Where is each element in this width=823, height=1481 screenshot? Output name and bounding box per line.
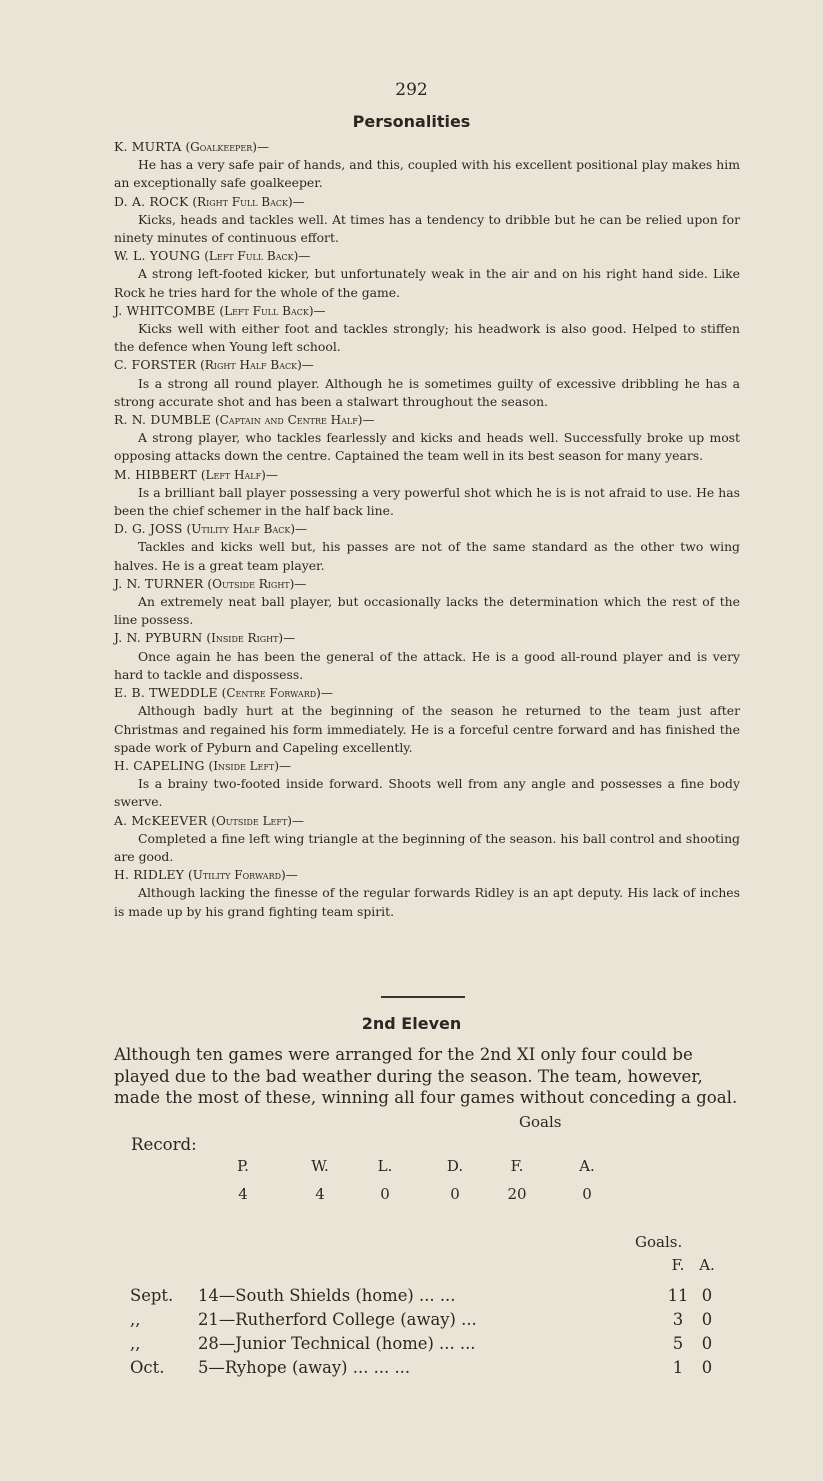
player-name: H. RIDLEY <box>114 867 185 883</box>
player-name: M. HIBBERT <box>114 466 197 482</box>
player-position: (Right Full Back)— <box>192 194 305 209</box>
player-position: (Captain and Centre Half)— <box>214 413 375 428</box>
player-entry <box>114 757 740 812</box>
player-position: (Right Half Back)— <box>200 358 314 373</box>
player-name: W. L. YOUNG <box>114 248 201 264</box>
fixture-description: 5—Ryhope (away) ... ... ... <box>198 1358 411 1377</box>
player-description: Is a strong all round player. Although he is sometimes guilty of excessive dribbling he has a strong accurate shot and has been a stalwart throughout the season. <box>114 375 740 409</box>
fixture-goals-for: 3 <box>672 1310 684 1329</box>
player-list <box>114 138 740 921</box>
player-position: (Inside Left)— <box>208 758 292 773</box>
player-entry <box>114 866 740 921</box>
fixture-row <box>130 1310 720 1334</box>
record-header-for: F. <box>510 1157 524 1175</box>
player-description: Kicks, heads and tackles well. At times has a tendency to dribble but he can be relied upon for ninety minutes of continuous effort. <box>114 211 740 246</box>
page-number: 292 <box>395 80 428 100</box>
player-description: Is a brainy two-footed inside forward. Shoots well from any angle and possesses a fine body swerve. <box>114 776 740 810</box>
player-name: J. WHITCOMBE <box>114 302 216 318</box>
player-position: (Outside Left)— <box>211 813 304 828</box>
fixtures-header-for: F. <box>671 1256 685 1274</box>
player-entry <box>114 193 740 248</box>
fixture-row <box>130 1334 720 1358</box>
section-divider <box>381 996 465 998</box>
fixture-goals-against: 0 <box>701 1358 713 1377</box>
player-entry <box>114 629 740 684</box>
fixture-month: Sept. <box>130 1286 174 1305</box>
player-name: J. N. PYBURN <box>114 630 203 646</box>
player-name: K. MURTA <box>114 139 182 154</box>
player-description: An extremely neat ball player, but occasionally lacks the determination which the rest of the line possess. <box>114 594 740 628</box>
player-position: (Inside Right)— <box>206 631 296 646</box>
fixture-description: 14—South Shields (home) ... ... <box>198 1286 456 1305</box>
record-header-won: W. <box>311 1157 329 1175</box>
player-position: (Outside Right)— <box>207 576 307 591</box>
player-description: Once again he has been the general of the attack. He is a good all-round player and is very hard to tackle and dispossess. <box>114 648 740 682</box>
intro-paragraph: Although ten games were arranged for the 2nd XI only four could be played due to the bad weather during the season. The team, however, made the most of these, winning all four games without conceding a goal. <box>114 1045 738 1107</box>
section-title-2nd-eleven: 2nd Eleven <box>361 1014 462 1033</box>
player-name: D. A. ROCK <box>114 193 189 209</box>
player-entry <box>114 302 740 357</box>
player-name: R. N. DUMBLE <box>114 412 211 428</box>
record-label: Record: <box>131 1135 197 1154</box>
player-description: Is a brilliant ball player possessing a very powerful shot which he is is not afraid to use. He has been the chief schemer in the half back line. <box>114 484 740 519</box>
fixture-row <box>130 1286 720 1310</box>
record-value-drawn: 0 <box>450 1185 460 1203</box>
fixture-month: Oct. <box>130 1358 165 1377</box>
fixture-goals-against: 0 <box>701 1334 713 1353</box>
fixture-goals-against: 0 <box>701 1286 713 1305</box>
record-header-lost: L. <box>377 1157 393 1175</box>
record-header-against: A. <box>579 1157 595 1175</box>
player-description: Although lacking the finesse of the regular forwards Ridley is an apt deputy. His lack of inches is made up by his grand fighting team spirit. <box>114 885 740 919</box>
record-header-drawn: D. <box>446 1157 464 1175</box>
player-description: He has a very safe pair of hands, and this, coupled with his excellent positional play makes him an exceptionally safe goalkeeper. <box>114 157 740 191</box>
player-name: H. CAPELING <box>114 757 205 773</box>
record-value-against: 0 <box>582 1185 592 1203</box>
player-position: (Goalkeeper)— <box>185 140 269 154</box>
player-entry <box>114 520 740 575</box>
player-entry <box>114 466 740 521</box>
player-description: A strong player, who tackles fearlessly and kicks and heads well. Successfully broke up most opposing attacks down the centre. Captained the team well in its best season for many years. <box>114 430 740 464</box>
player-description: Tackles and kicks well but, his passes are not of the same standard as the other two wing halves. He is a great team player. <box>114 539 740 573</box>
player-name: E. B. TWEDDLE <box>114 685 218 701</box>
player-entry <box>114 247 740 302</box>
player-entry <box>114 138 740 193</box>
player-description: A strong left-footed kicker, but unfortunately weak in the air and on his right hand side. Like Rock he tries hard for the whole of the game. <box>114 266 740 300</box>
player-description: Although badly hurt at the beginning of the season he returned to the team just after Christmas and regained his form immediately. He is a forceful centre forward and has finished the spade work of Pyburn and Capeling excellently. <box>114 703 740 755</box>
fixture-month: ,, <box>130 1310 141 1329</box>
record-header-played: P. <box>237 1157 249 1175</box>
player-position: (Centre Forward)— <box>221 686 333 701</box>
section-title-personalities: Personalities <box>352 112 471 131</box>
fixtures-header-against: A. <box>699 1256 715 1274</box>
fixtures-goals-header: Goals. <box>635 1233 683 1251</box>
player-position: (Left Full Back)— <box>204 249 311 264</box>
record-value-for: 20 <box>507 1185 527 1203</box>
player-entry <box>114 411 740 466</box>
record-goals-header: Goals <box>519 1113 562 1131</box>
record-value-lost: 0 <box>380 1185 390 1203</box>
player-description: Completed a fine left wing triangle at the beginning of the season. his ball control and shooting are good. <box>114 830 740 864</box>
player-name: A. McKEEVER <box>114 812 208 828</box>
fixture-description: 28—Junior Technical (home) ... ... <box>198 1334 476 1353</box>
record-value-won: 4 <box>315 1185 325 1203</box>
record-value-played: 4 <box>238 1185 248 1203</box>
fixture-description: 21—Rutherford College (away) ... <box>198 1310 477 1329</box>
fixture-goals-for: 1 <box>672 1358 684 1377</box>
fixture-goals-for: 11 <box>667 1286 689 1305</box>
player-position: (Utility Half Back)— <box>186 522 308 537</box>
fixture-goals-for: 5 <box>672 1334 684 1353</box>
fixture-goals-against: 0 <box>701 1310 713 1329</box>
player-name: D. G. JOSS <box>114 521 183 537</box>
player-entry <box>114 356 740 411</box>
player-position: (Utility Forward)— <box>188 868 298 883</box>
player-entry <box>114 575 740 630</box>
player-entry <box>114 684 740 757</box>
player-description: Kicks well with either foot and tackles strongly; his headwork is also good. Helped to stiffen the defence when Young left school. <box>114 321 740 355</box>
player-entry <box>114 812 740 867</box>
fixture-month: ,, <box>130 1334 141 1353</box>
fixture-row <box>130 1358 720 1382</box>
player-name: C. FORSTER <box>114 357 197 373</box>
player-position: (Left Full Back)— <box>219 303 326 318</box>
player-position: (Left Half)— <box>200 467 278 482</box>
player-name: J. N. TURNER <box>114 575 204 591</box>
